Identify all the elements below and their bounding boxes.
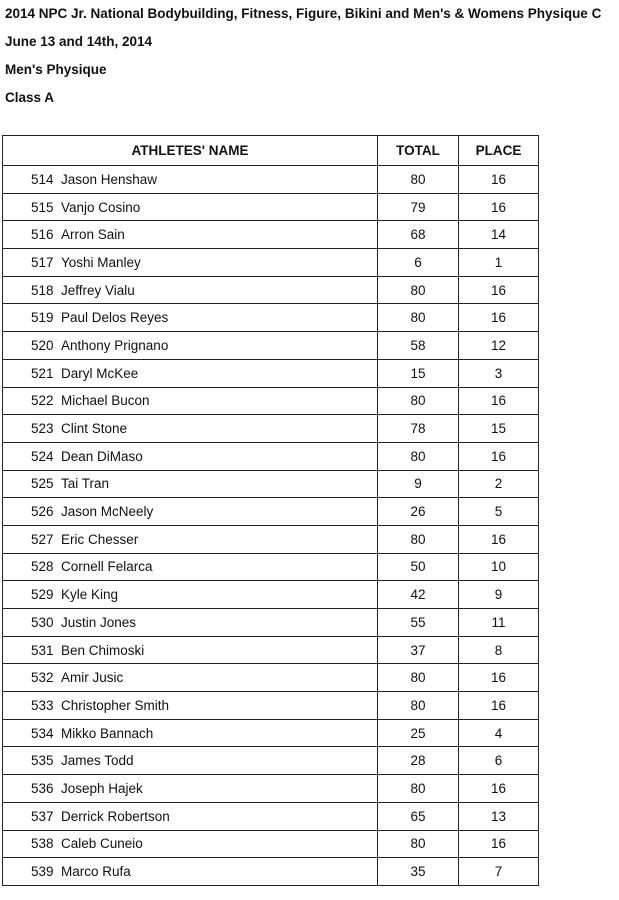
- athlete-name: Justin Jones: [61, 614, 137, 630]
- results-table: [2, 135, 539, 886]
- total-cell: 80: [378, 166, 459, 194]
- table-row: [3, 775, 539, 803]
- athlete-name: Dean DiMaso: [61, 448, 143, 464]
- place-cell: 16: [459, 387, 539, 415]
- athlete-cell: [3, 636, 378, 664]
- athlete-name: Ben Chimoski: [61, 642, 145, 658]
- table-row: [3, 553, 539, 581]
- athlete-name: Jeffrey Vialu: [61, 282, 135, 298]
- total-cell: 35: [378, 858, 459, 886]
- table-row: [3, 387, 539, 415]
- table-row: [3, 221, 539, 249]
- total-cell: 65: [378, 802, 459, 830]
- table-row: [3, 719, 539, 747]
- athlete-name: Joseph Hajek: [61, 780, 143, 796]
- athlete-name: Kyle King: [61, 587, 119, 603]
- table-row: [3, 858, 539, 886]
- athlete-name: Anthony Prignano: [61, 337, 169, 353]
- total-cell: 78: [378, 415, 459, 443]
- athlete-number: 527: [31, 531, 54, 547]
- athlete-name: Amir Jusic: [61, 670, 124, 686]
- table-row: [3, 664, 539, 692]
- athlete-cell: [3, 221, 378, 249]
- athlete-name: Caleb Cuneio: [61, 836, 143, 852]
- place-cell: 10: [459, 553, 539, 581]
- place-cell: 3: [459, 359, 539, 387]
- place-cell: 14: [459, 221, 539, 249]
- place-cell: 2: [459, 470, 539, 498]
- table-row: [3, 193, 539, 221]
- athlete-cell: [3, 802, 378, 830]
- athlete-cell: [3, 470, 378, 498]
- athlete-name: Christopher Smith: [61, 697, 170, 713]
- athlete-cell: [3, 193, 378, 221]
- column-header-total: TOTAL: [378, 136, 459, 166]
- table-row: [3, 304, 539, 332]
- total-cell: 80: [378, 387, 459, 415]
- table-row: [3, 747, 539, 775]
- athlete-cell: [3, 359, 378, 387]
- athlete-name: Michael Bucon: [61, 393, 150, 409]
- place-cell: 6: [459, 747, 539, 775]
- athlete-number: 539: [31, 864, 54, 880]
- total-cell: 50: [378, 553, 459, 581]
- total-cell: 80: [378, 830, 459, 858]
- athlete-number: 532: [31, 670, 54, 686]
- athlete-number: 521: [31, 365, 54, 381]
- athlete-cell: [3, 775, 378, 803]
- table-row: [3, 802, 539, 830]
- athlete-number: 526: [31, 504, 54, 520]
- place-cell: 16: [459, 193, 539, 221]
- athlete-name: Mikko Bannach: [61, 725, 154, 741]
- athlete-number: 536: [31, 780, 54, 796]
- athlete-cell: [3, 692, 378, 720]
- athlete-number: 534: [31, 725, 54, 741]
- place-cell: 9: [459, 581, 539, 609]
- athlete-cell: [3, 332, 378, 360]
- athlete-name: Yoshi Manley: [61, 254, 141, 270]
- athlete-number: 533: [31, 697, 54, 713]
- place-cell: 16: [459, 276, 539, 304]
- place-cell: 16: [459, 442, 539, 470]
- table-row: [3, 359, 539, 387]
- athlete-name: Clint Stone: [61, 421, 128, 437]
- table-row: [3, 581, 539, 609]
- table-row: [3, 442, 539, 470]
- event-dates: June 13 and 14th, 2014: [5, 34, 153, 49]
- athlete-name: Derrick Robertson: [61, 808, 170, 824]
- athlete-number: 517: [31, 254, 54, 270]
- place-cell: 16: [459, 692, 539, 720]
- table-row: [3, 249, 539, 277]
- athlete-number: 515: [31, 199, 54, 215]
- athlete-cell: [3, 525, 378, 553]
- athlete-number: 537: [31, 808, 54, 824]
- athlete-number: 518: [31, 282, 54, 298]
- place-cell: 8: [459, 636, 539, 664]
- total-cell: 15: [378, 359, 459, 387]
- athlete-cell: [3, 830, 378, 858]
- total-cell: 80: [378, 664, 459, 692]
- athlete-cell: [3, 415, 378, 443]
- athlete-name: Eric Chesser: [61, 531, 139, 547]
- athlete-number: 523: [31, 421, 54, 437]
- table-row: [3, 166, 539, 194]
- table-row: [3, 692, 539, 720]
- place-cell: 4: [459, 719, 539, 747]
- table-row: [3, 609, 539, 637]
- table-row: [3, 332, 539, 360]
- athlete-cell: [3, 609, 378, 637]
- athlete-number: 535: [31, 753, 54, 769]
- place-cell: 16: [459, 775, 539, 803]
- athlete-cell: [3, 304, 378, 332]
- athlete-number: 529: [31, 587, 54, 603]
- athlete-name: Cornell Felarca: [61, 559, 153, 575]
- total-cell: 9: [378, 470, 459, 498]
- table-body: [3, 166, 539, 886]
- athlete-number: 524: [31, 448, 54, 464]
- athlete-cell: [3, 581, 378, 609]
- athlete-name: Marco Rufa: [61, 864, 131, 880]
- total-cell: 6: [378, 249, 459, 277]
- place-cell: 15: [459, 415, 539, 443]
- place-cell: 11: [459, 609, 539, 637]
- event-title: 2014 NPC Jr. National Bodybuilding, Fitness, Figure, Bikini and Men's & Womens Physique C: [5, 6, 602, 21]
- class-title: Class A: [5, 90, 55, 105]
- place-cell: 5: [459, 498, 539, 526]
- athlete-name: Arron Sain: [61, 227, 125, 243]
- total-cell: 28: [378, 747, 459, 775]
- athlete-cell: [3, 387, 378, 415]
- athlete-cell: [3, 747, 378, 775]
- athlete-cell: [3, 498, 378, 526]
- athlete-cell: [3, 166, 378, 194]
- athlete-cell: [3, 553, 378, 581]
- total-cell: 37: [378, 636, 459, 664]
- athlete-name: Daryl McKee: [61, 365, 139, 381]
- table-row: [3, 470, 539, 498]
- athlete-cell: [3, 276, 378, 304]
- athlete-name: Paul Delos Reyes: [61, 310, 169, 326]
- table-row: [3, 636, 539, 664]
- athlete-cell: [3, 249, 378, 277]
- total-cell: 80: [378, 525, 459, 553]
- total-cell: 80: [378, 304, 459, 332]
- total-cell: 55: [378, 609, 459, 637]
- total-cell: 80: [378, 775, 459, 803]
- total-cell: 80: [378, 692, 459, 720]
- column-header-name: ATHLETES' NAME: [3, 136, 378, 166]
- athlete-cell: [3, 664, 378, 692]
- total-cell: 80: [378, 276, 459, 304]
- table-row: [3, 525, 539, 553]
- place-cell: 7: [459, 858, 539, 886]
- place-cell: 16: [459, 664, 539, 692]
- column-header-place: PLACE: [459, 136, 539, 166]
- athlete-name: Jason McNeely: [61, 504, 154, 520]
- total-cell: 58: [378, 332, 459, 360]
- total-cell: 80: [378, 442, 459, 470]
- place-cell: 16: [459, 525, 539, 553]
- place-cell: 16: [459, 830, 539, 858]
- total-cell: 25: [378, 719, 459, 747]
- table-row: [3, 498, 539, 526]
- athlete-cell: [3, 442, 378, 470]
- place-cell: 12: [459, 332, 539, 360]
- athlete-name: Jason Henshaw: [61, 171, 158, 187]
- place-cell: 1: [459, 249, 539, 277]
- athlete-name: Vanjo Cosino: [61, 199, 141, 215]
- total-cell: 26: [378, 498, 459, 526]
- total-cell: 42: [378, 581, 459, 609]
- table-row: [3, 830, 539, 858]
- place-cell: 16: [459, 166, 539, 194]
- table-row: [3, 276, 539, 304]
- place-cell: 13: [459, 802, 539, 830]
- athlete-number: 528: [31, 559, 54, 575]
- athlete-cell: [3, 858, 378, 886]
- athlete-number: 531: [31, 642, 54, 658]
- athlete-name: Tai Tran: [61, 476, 110, 492]
- total-cell: 79: [378, 193, 459, 221]
- athlete-number: 520: [31, 337, 54, 353]
- athlete-number: 538: [31, 836, 54, 852]
- division-title: Men's Physique: [5, 62, 107, 77]
- athlete-number: 514: [31, 171, 54, 187]
- table-header-row: [3, 136, 539, 166]
- total-cell: 68: [378, 221, 459, 249]
- athlete-number: 530: [31, 614, 54, 630]
- athlete-number: 516: [31, 227, 54, 243]
- athlete-name: James Todd: [61, 753, 134, 769]
- athlete-cell: [3, 719, 378, 747]
- athlete-number: 519: [31, 310, 54, 326]
- place-cell: 16: [459, 304, 539, 332]
- table-row: [3, 415, 539, 443]
- athlete-number: 522: [31, 393, 54, 409]
- athlete-number: 525: [31, 476, 54, 492]
